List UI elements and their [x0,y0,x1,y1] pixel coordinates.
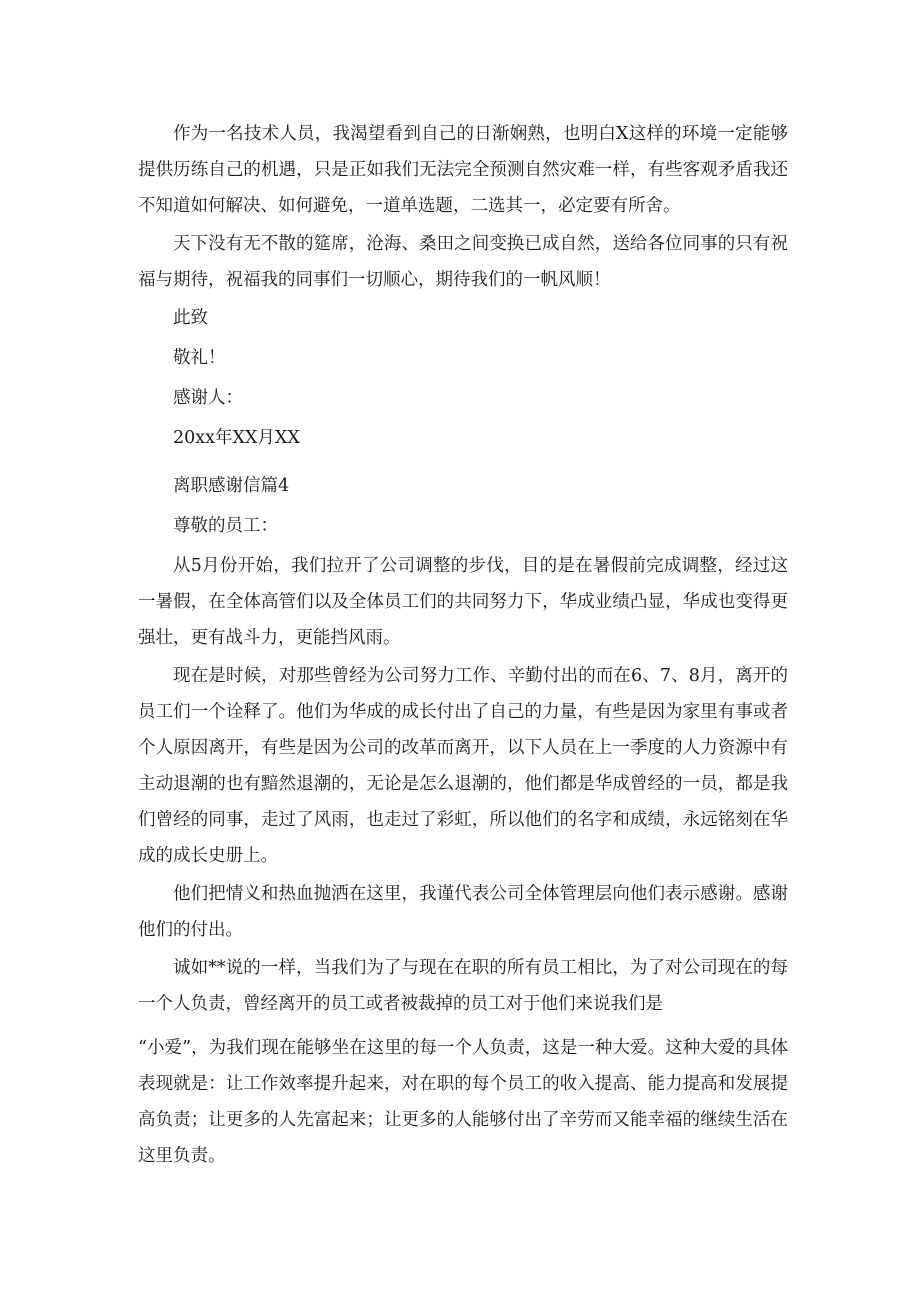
closing-line-signer: 感谢人： [173,388,243,408]
paragraph-gratitude: 他们把情义和热血抛洒在这里，我谨代表公司全体管理层向他们表示感谢。感谢他们的付出。 [138,884,788,940]
closing-line-cizhi: 此致 [173,308,208,328]
paragraph-technical-staff: 作为一名技术人员，我渴望看到自己的日渐娴熟，也明白X这样的环境一定能够提供历练自己的机遇，只是正如我们无法完全预测自然灾难一样，有些客观矛盾我还不知道如何解决、如何避免，一道单选题，二选其一，必定要有所舍。 [138,124,788,216]
closing-date: 20xx年XX月XX [173,428,300,448]
section-title: 离职感谢信篇4 [173,476,290,496]
paragraph-farewell-wishes: 天下没有无不散的筵席，沧海、桑田之间变换已成自然，送给各位同事的只有祝福与期待，祝福我的同事们一切顺心，期待我们的一帆风顺！ [138,234,788,290]
paragraph-departed-staff: 现在是时候，对那些曾经为公司努力工作、辛勤付出的而在6、7、8月，离开的员工们一个诠释了。他们为华成的成长付出了自己的力量，有些是因为家里有事或者个人原因离开，有些是因为公司的改革而离开，以下人员在上一季度的人力资源中有主动退潮的也有黯然退潮的，无论是怎么退潮的，他们都是华成曾经的一员，都是我们曾经的同事，走过了风雨，也走过了彩虹，所以他们的名字和成绩，永远铭刻在华成的成长史册上。 [138,666,788,866]
paragraph-company-adjustment: 从5月份开始，我们拉开了公司调整的步伐，目的是在暑假前完成调整，经过这一暑假，在全体高管们以及全体员工们的共同努力下，华成业绩凸显，华成也变得更强壮，更有战斗力，更能挡风雨。 [138,556,788,648]
document-body [138,116,788,1176]
salutation: 尊敬的员工： [173,516,278,536]
paragraph-comparison: 诚如**说的一样，当我们为了与现在在职的所有员工相比，为了对公司现在的每一个人负责，曾经离开的员工或者被裁掉的员工对于他们来说我们是 [138,958,788,1014]
paragraph-great-love: “小爱”，为我们现在能够坐在这里的每一个人负责，这是一种大爱。这种大爱的具体表现就是：让工作效率提升起来，对在职的每个员工的收入提高、能力提高和发展提高负责；让更多的人先富起来；让更多的人能够付出了辛劳而又能幸福的继续生活在这里负责。 [138,1038,788,1166]
closing-line-jingli: 敬礼！ [173,348,226,368]
